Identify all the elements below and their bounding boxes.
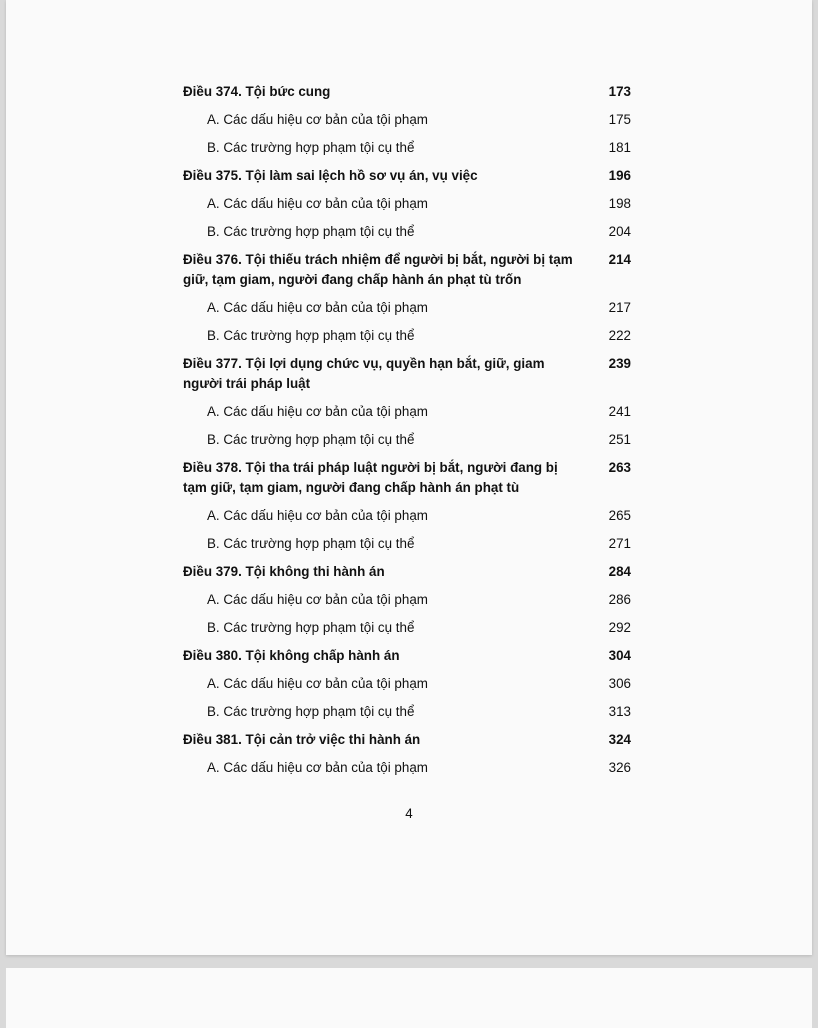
toc-entry-page: 217 [608, 300, 631, 315]
toc-entry-page: 198 [608, 196, 631, 211]
toc-entry-title: Điều 379. Tội không thi hành án [183, 564, 385, 579]
toc-entry-page: 204 [608, 224, 631, 239]
toc-subsection-entry [183, 326, 631, 346]
toc-entry-title: A. Các dấu hiệu cơ bản của tội phạm [207, 404, 428, 419]
toc-entry-page: 271 [608, 536, 631, 551]
table-of-contents [183, 82, 631, 786]
toc-article-entry [183, 562, 631, 582]
toc-entry-page: 286 [608, 592, 631, 607]
toc-entry-page: 241 [608, 404, 631, 419]
toc-entry-title: A. Các dấu hiệu cơ bản của tội phạm [207, 196, 428, 211]
toc-article-entry [183, 730, 631, 750]
toc-entry-title: A. Các dấu hiệu cơ bản của tội phạm [207, 112, 428, 127]
toc-entry-title: Điều 380. Tội không chấp hành án [183, 648, 400, 663]
toc-entry-page: 304 [608, 648, 631, 663]
toc-entry-title: A. Các dấu hiệu cơ bản của tội phạm [207, 300, 428, 315]
toc-entry-page: 313 [608, 704, 631, 719]
toc-subsection-entry [183, 402, 631, 422]
toc-entry-title: B. Các trường hợp phạm tội cụ thể [207, 224, 415, 239]
toc-subsection-entry [183, 138, 631, 158]
toc-article-entry [183, 166, 631, 186]
toc-entry-title: B. Các trường hợp phạm tội cụ thể [207, 432, 415, 447]
toc-entry-title: B. Các trường hợp phạm tội cụ thể [207, 704, 415, 719]
toc-article-entry [183, 82, 631, 102]
toc-subsection-entry [183, 702, 631, 722]
toc-entry-title: Điều 377. Tội lợi dụng chức vụ, quyền hạn bắt, giữ, giam người trái pháp luật [183, 356, 545, 391]
toc-entry-page: 251 [608, 432, 631, 447]
toc-entry-title: B. Các trường hợp phạm tội cụ thể [207, 536, 415, 551]
toc-entry-page: 196 [608, 168, 631, 183]
toc-entry-page: 324 [608, 732, 631, 747]
toc-entry-title: Điều 378. Tội tha trái pháp luật người bị bắt, người đang bị tạm giữ, tạm giam, người đang chấp hành án phạt tù [183, 460, 558, 495]
toc-entry-page: 292 [608, 620, 631, 635]
toc-entry-page: 239 [608, 356, 631, 371]
toc-entry-page: 214 [608, 252, 631, 267]
page-number: 4 [405, 806, 413, 821]
toc-article-entry [183, 250, 631, 290]
toc-subsection-entry [183, 506, 631, 526]
toc-subsection-entry [183, 618, 631, 638]
toc-subsection-entry [183, 674, 631, 694]
toc-entry-page: 222 [608, 328, 631, 343]
toc-entry-title: B. Các trường hợp phạm tội cụ thể [207, 620, 415, 635]
toc-entry-title: A. Các dấu hiệu cơ bản của tội phạm [207, 592, 428, 607]
toc-entry-title: A. Các dấu hiệu cơ bản của tội phạm [207, 676, 428, 691]
toc-subsection-entry [183, 222, 631, 242]
toc-entry-page: 284 [608, 564, 631, 579]
toc-subsection-entry [183, 110, 631, 130]
toc-entry-title: B. Các trường hợp phạm tội cụ thể [207, 328, 415, 343]
toc-entry-page: 181 [608, 140, 631, 155]
toc-subsection-entry [183, 194, 631, 214]
toc-entry-title: Điều 381. Tội cản trở việc thi hành án [183, 732, 421, 747]
toc-subsection-entry [183, 590, 631, 610]
toc-entry-page: 173 [608, 84, 631, 99]
toc-entry-page: 175 [608, 112, 631, 127]
next-page-edge [6, 968, 812, 1028]
toc-entry-title: Điều 374. Tội bức cung [183, 84, 331, 99]
toc-entry-title: Điều 375. Tội làm sai lệch hồ sơ vụ án, vụ việc [183, 168, 478, 183]
toc-entry-page: 306 [608, 676, 631, 691]
toc-entry-title: Điều 376. Tội thiếu trách nhiệm để người bị bắt, người bị tạm giữ, tạm giam, người đang chấp hành án phạt tù trốn [183, 252, 573, 287]
toc-article-entry [183, 354, 631, 394]
toc-article-entry [183, 458, 631, 498]
toc-subsection-entry [183, 298, 631, 318]
toc-entry-page: 326 [608, 760, 631, 775]
toc-entry-title: A. Các dấu hiệu cơ bản của tội phạm [207, 508, 428, 523]
toc-subsection-entry [183, 534, 631, 554]
toc-article-entry [183, 646, 631, 666]
toc-entry-page: 265 [608, 508, 631, 523]
toc-subsection-entry [183, 430, 631, 450]
toc-entry-page: 263 [608, 460, 631, 475]
toc-entry-title: B. Các trường hợp phạm tội cụ thể [207, 140, 415, 155]
toc-entry-title: A. Các dấu hiệu cơ bản của tội phạm [207, 760, 428, 775]
toc-subsection-entry [183, 758, 631, 778]
